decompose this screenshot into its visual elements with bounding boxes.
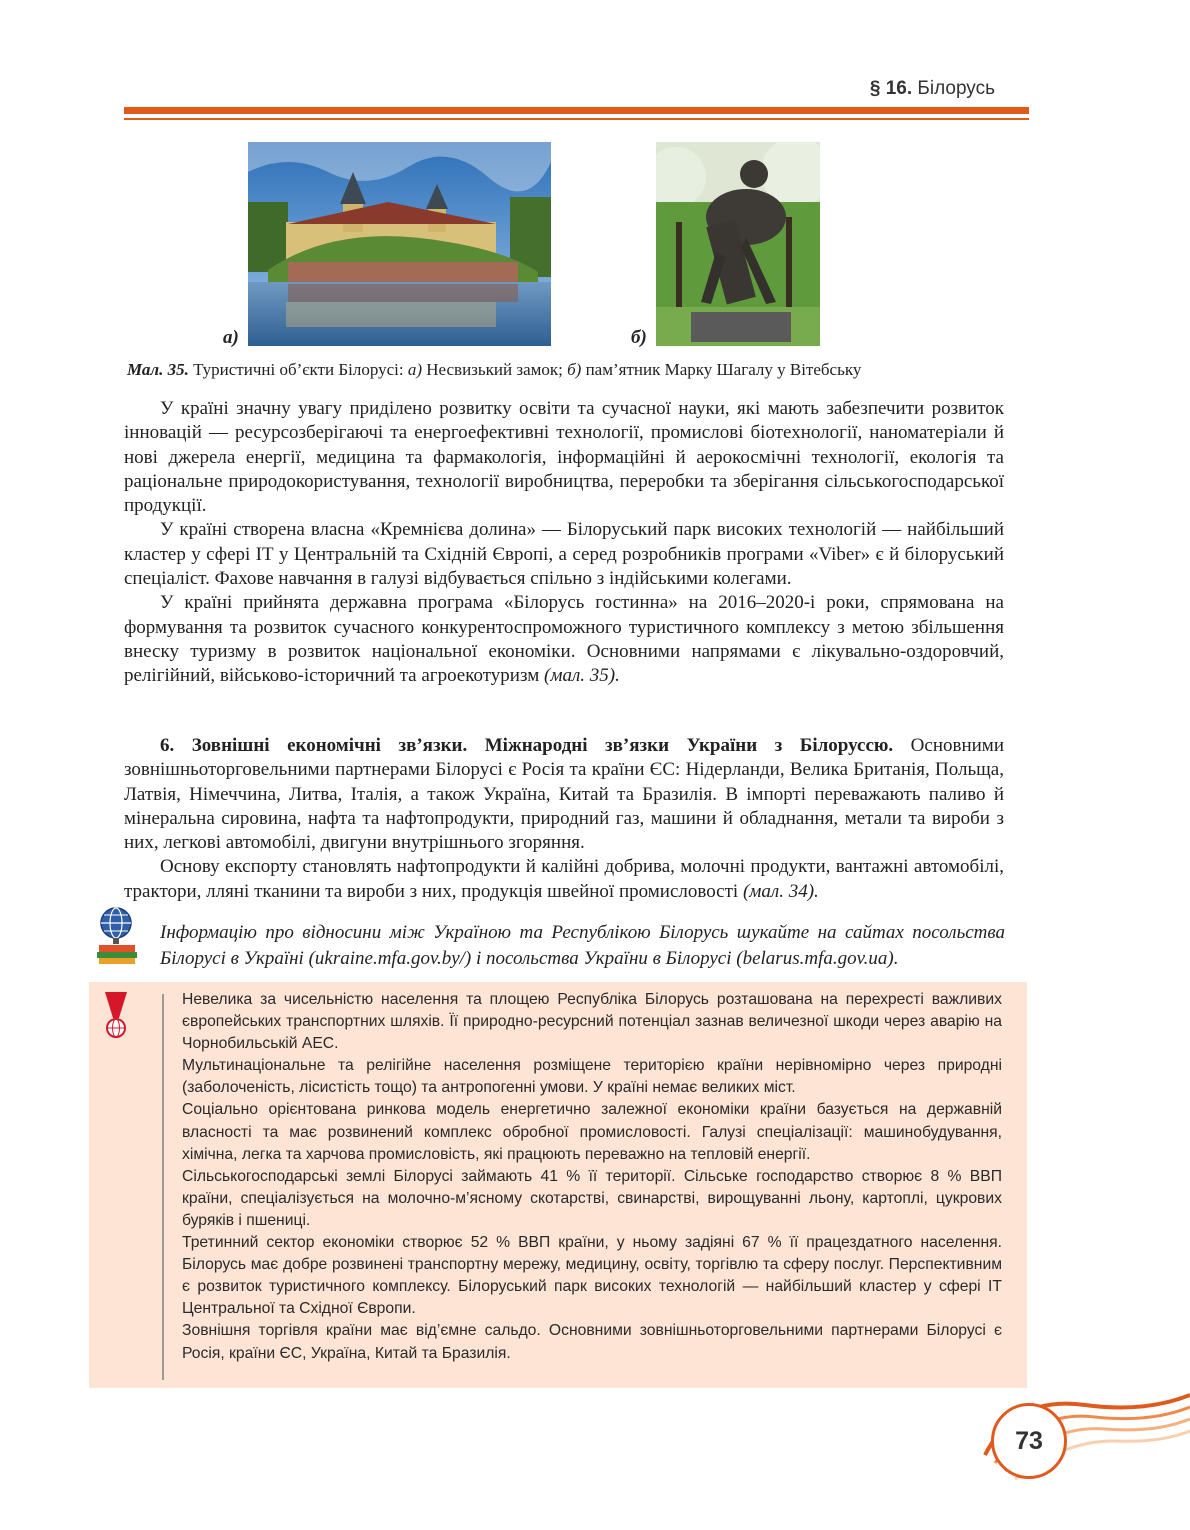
paragraph-foreign-trade <box>124 734 1004 855</box>
figure-b-label: б) <box>631 327 647 348</box>
figure-monument-photo <box>656 142 820 346</box>
caption-text-3: пам’ятник Марку Шагалу у Вітебську <box>581 360 862 379</box>
paragraph-silicon-valley: У країні створена власна «Кремнієва долина» — Білоруський парк високих технологій — найбільший кластер у сфері ІТ у Центральній та Східній Європі, а серед розробників програми «Viber» є й білоруський спеціаліст. Фахове навчання в галузі відбувається спільно з індійськими колегами. <box>124 519 1004 590</box>
paragraph-science: У країні значну увагу приділено розвитку освіти та сучасної науки, які мають забезпечити розвиток інновацій — ресурсозберігаючі та енергоефективні технології, промислові біотехнології, наноматеріали й нові джерела енергії, медицина та фармакологія, інформаційні й аерокосмічні технології, екологія та раціональне природокористування, технології виробництва, переробки та зберігання сільськогосподарської продукції. <box>124 398 1004 517</box>
section-heading-6: 6. Зовнішні економічні зв’язки. Міжнародні зв’язки України з Білоруссю. <box>160 735 894 756</box>
figure-a-label: а) <box>223 327 239 348</box>
section-header <box>870 78 995 100</box>
body-text-bottom <box>124 734 1004 904</box>
header-rule-thin <box>124 118 1029 120</box>
body-text-top <box>124 397 1004 689</box>
info-note: Інформацію про відносини між Україною та Республікою Білорусь шукайте на сайтах посольства Білорусі в Україні (ukraine.mfa.gov.by/) і посольства України в Білорусі (belarus.mfa.gov.ua). <box>160 922 1005 969</box>
caption-text-2: Несвизький замок; <box>422 360 568 379</box>
paragraph-export-text: Основу експорту становлять нафтопродукти й калійні добрива, молочні продукти, вантажні автомобілі, трактори, лляні тканини та вироби з них, продукція швейної промисловості <box>124 856 1004 902</box>
header-rule <box>124 107 1029 114</box>
paragraph-export <box>124 855 1004 904</box>
caption-label-b: б) <box>567 360 582 379</box>
exclamation-globe-icon <box>101 990 131 1045</box>
paragraph-foreign-trade-text: Основними зовнішньоторговельними партнерами Білорусі є Росія та країни ЄС: Нідерланди, Велика Британія, Польща, Латвія, Німеччина, Литва, Італія, а також Україна, Китай та Бразилія. В імпорті переважають паливо й мінеральна сировина, нафта та нафтопродукти, природний газ, машини й обладнання, метали та вироби з них, легкові автомобілі, двигуни внутрішнього згоряння. <box>124 735 1004 854</box>
paragraph-tourism <box>124 591 1004 688</box>
section-number: § 16. <box>869 78 913 99</box>
paragraph-tourism-text: У країні прийнята державна програма «Білорусь гостинна» на 2016–2020-і роки, спрямована на формування та розвиток сучасного конкурентоспроможного туристичного комплексу з метою збільшення внеску туризму в розвиток національної економіки. Основними напрямами є лікувально-оздоровчий, релігійний, військово-історичний та агроекотуризм <box>124 592 1004 687</box>
caption-text-1: Туристичні об’єкти Білорусі: <box>188 360 408 379</box>
summary-item-economy: Соціально орієнтована ринкова модель енергетично залежної економіки країни базується на державній власності та має розвинений комплекс обробної промисловості. Галузі спеціалізації: машинобудування, хімічна, легка та харчова промисловість, які працюють переважно на тепловій енергії. <box>182 1101 1002 1163</box>
summary-item-agriculture: Сільськогосподарські землі Білорусі займають 41 % її території. Сільське господарство створює 8 % ВВП країни, спеціалізується на молочно-м’ясному скотарстві, свинарстві, вирощуванні льону, картоплі, цукрових буряків і пшениці. <box>182 1167 1002 1229</box>
paragraph-export-ref: (мал. 34). <box>742 880 819 902</box>
globe-books-icon <box>94 905 142 972</box>
summary-text <box>182 989 1002 1365</box>
paragraph-tourism-ref: (мал. 35). <box>544 665 620 687</box>
summary-divider <box>162 994 164 1380</box>
section-title: Білорусь <box>917 78 995 99</box>
summary-item-trade: Зовнішня торгівля країни має від’ємне сальдо. Основними зовнішньоторговельними партнерами Білорусі є Росія, країни ЄС, Україна, Китай та Бразилія. <box>182 1322 1002 1362</box>
summary-item-population: Мультинаціональне та релігійне населення розміщене територією країни нерівномірно через природні (заболоченість, лісистість тощо) та антропогенні умови. У країні немає великих міст. <box>182 1057 1002 1097</box>
figure-caption <box>127 360 1027 380</box>
page-number: 73 <box>991 1403 1067 1479</box>
summary-item-geography: Невелика за чисельністю населення та площею Республіка Білорусь розташована на перехресті важливих європейських транспортних шляхів. Її природно-ресурсний потенціал зазнав величезної шкоди через аварію на Чорнобильській АЕС. <box>182 991 1002 1053</box>
caption-label-a: а) <box>407 360 423 379</box>
summary-item-services: Третинний сектор економіки створює 52 % ВВП країни, у ньому задіяні 67 % її працездатного населення. Білорусь має добре розвинені транспортну мережу, медицину, освіту, торгівлю та сферу послуг. Перспективним є розвиток туристичного комплексу. Білоруський парк високих технологій — найбільший кластер у сфері ІТ Центральної та Східної Європи. <box>182 1234 1002 1318</box>
caption-lead: Мал. 35. <box>127 360 189 379</box>
figure-castle-photo <box>248 142 551 346</box>
